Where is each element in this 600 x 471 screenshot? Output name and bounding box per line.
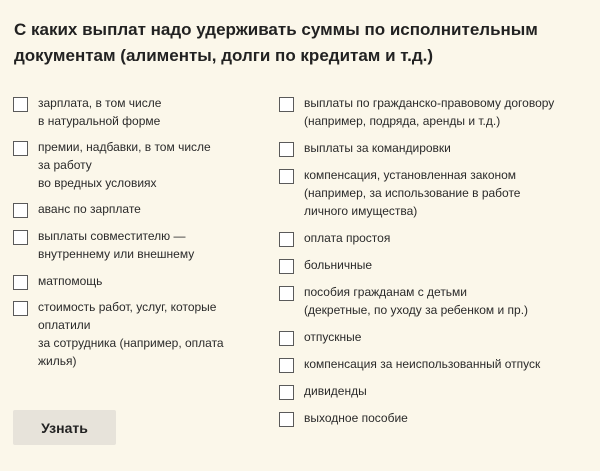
option-unused-leave-compensation[interactable] (279, 355, 584, 373)
option-civil-contract[interactable] (279, 94, 584, 130)
option-label: выходное пособие (304, 411, 408, 425)
checkbox[interactable] (13, 203, 28, 218)
checkbox[interactable] (13, 301, 28, 316)
submit-button[interactable]: Узнать (13, 410, 116, 445)
checkbox[interactable] (279, 331, 294, 346)
checkbox[interactable] (279, 358, 294, 373)
option-label: зарплата, в том числе в натуральной форме (38, 96, 162, 128)
options-column-right (279, 94, 584, 427)
checkbox[interactable] (279, 259, 294, 274)
checkbox[interactable] (279, 232, 294, 247)
checkbox[interactable] (13, 97, 28, 112)
option-material-aid[interactable] (13, 272, 263, 290)
option-label: больничные (304, 258, 373, 272)
option-label: отпускные (304, 330, 362, 344)
checkbox[interactable] (13, 141, 28, 156)
checkbox[interactable] (279, 412, 294, 427)
option-vacation-pay[interactable] (279, 328, 584, 346)
checkbox[interactable] (13, 230, 28, 245)
option-label: премии, надбавки, в том числе за работу во вредных условиях (38, 140, 211, 190)
option-severance-pay[interactable] (279, 409, 584, 427)
option-label: компенсация за неиспользованный отпуск (304, 357, 541, 371)
option-legal-compensation[interactable] (279, 166, 584, 220)
checkbox[interactable] (279, 142, 294, 157)
option-label: матпомощь (38, 274, 103, 288)
option-part-time[interactable] (13, 227, 263, 263)
option-label: дивиденды (304, 384, 367, 398)
checkbox[interactable] (279, 169, 294, 184)
option-label: оплата простоя (304, 231, 391, 245)
option-label: компенсация, установленная законом (например, за использование в работе личного имущества) (304, 168, 521, 218)
option-label: стоимость работ, услуг, которые оплатили за сотрудника (например, оплата жилья) (38, 300, 224, 368)
option-advance[interactable] (13, 200, 263, 218)
option-label: пособия гражданам с детьми (декретные, по уходу за ребенком и пр.) (304, 285, 529, 317)
checkbox[interactable] (13, 275, 28, 290)
option-sick-pay[interactable] (279, 256, 584, 274)
option-business-trips[interactable] (279, 139, 584, 157)
option-label: выплаты совместителю — внутреннему или внешнему (38, 229, 195, 261)
option-label: аванс по зарплате (38, 202, 141, 216)
option-child-benefits[interactable] (279, 283, 584, 319)
option-bonuses[interactable] (13, 138, 263, 192)
options-column-left (13, 94, 263, 370)
option-downtime-pay[interactable] (279, 229, 584, 247)
page-title: С каких выплат надо удерживать суммы по исполнительным документам (алименты, долги по кредитам и т.д.) (14, 20, 538, 65)
checkbox[interactable] (279, 286, 294, 301)
option-salary[interactable] (13, 94, 263, 130)
option-dividends[interactable] (279, 382, 584, 400)
option-label: выплаты за командировки (304, 141, 451, 155)
checkbox[interactable] (279, 97, 294, 112)
checkbox[interactable] (279, 385, 294, 400)
option-paid-services[interactable] (13, 298, 263, 370)
option-label: выплаты по гражданско-правовому договору (например, подряда, аренды и т.д.) (304, 96, 555, 128)
